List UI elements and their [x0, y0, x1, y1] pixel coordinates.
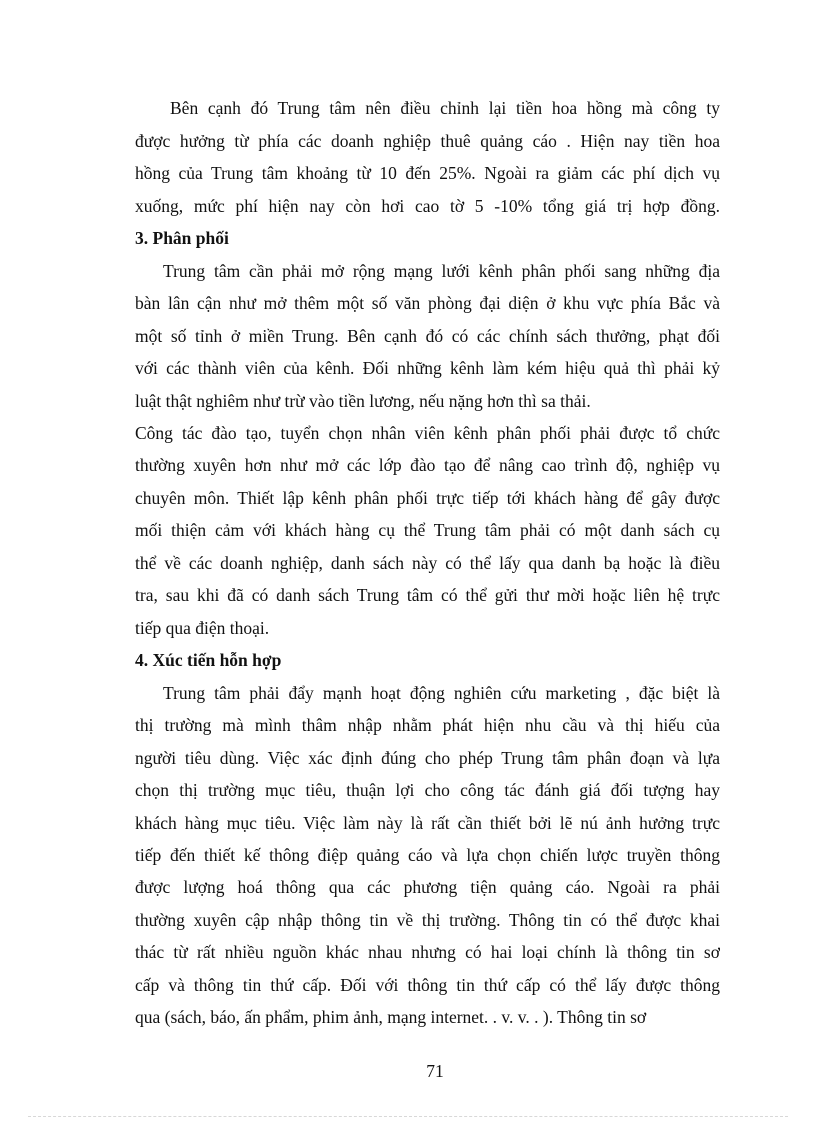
paragraph-promotion-line-9: thác từ rất nhiều nguồn khác nhau nhưng có hai loại chính là thông tin sơ: [135, 942, 720, 962]
paragraph-training-line-4: mối thiện cảm với khách hàng cụ thể Trung tâm phải có một danh sách cụ: [135, 520, 720, 540]
paragraph-training-line-2: thường xuyên hơn như mở các lớp đào tạo để nâng cao trình độ, nghiệp vụ: [135, 455, 720, 475]
paragraph-promotion-line-11: qua (sách, báo, ấn phẩm, phim ảnh, mạng internet. . v. v. . ). Thông tin sơ: [135, 1007, 647, 1027]
paragraph-training-line-1: Công tác đào tạo, tuyển chọn nhân viên kênh phân phối phải được tổ chức: [135, 423, 720, 443]
paragraph-distribution-line-3: một số tỉnh ở miền Trung. Bên cạnh đó có các chính sách thưởng, phạt đối: [135, 326, 720, 346]
paragraph-training-line-7: tiếp qua điện thoại.: [135, 618, 270, 638]
paragraph-distribution-line-1: Trung tâm cần phải mở rộng mạng lưới kênh phân phối sang những địa: [163, 261, 720, 281]
paragraph-training-line-3: chuyên môn. Thiết lập kênh phân phối trực tiếp tới khách hàng để gây được: [135, 488, 720, 508]
section-heading-distribution: 3. Phân phối: [135, 228, 229, 248]
paragraph-training-line-5: thể về các doanh nghiệp, danh sách này có thể lấy qua danh bạ hoặc là điều: [135, 553, 720, 573]
paragraph-commission-line-3: hồng của Trung tâm khoảng từ 10 đến 25%. Ngoài ra giảm các phí dịch vụ: [135, 163, 720, 183]
page-number: 71: [426, 1061, 444, 1081]
paragraph-commission-line-1: Bên cạnh đó Trung tâm nên điều chỉnh lại tiền hoa hồng mà công ty: [170, 98, 720, 118]
paragraph-distribution-line-5: luật thật nghiêm như trừ vào tiền lương, nếu nặng hơn thì sa thải.: [135, 391, 591, 411]
section-heading-promotion: 4. Xúc tiến hỗn hợp: [135, 650, 282, 670]
paragraph-training-line-6: tra, sau khi đã có danh sách Trung tâm có thể gửi thư mời hoặc liên hệ trực: [135, 585, 720, 605]
paragraph-distribution-line-4: với các thành viên của kênh. Đối những kênh làm kém hiệu quả thì phải kỷ: [135, 358, 720, 378]
paragraph-distribution-line-2: bàn lân cận như mở thêm một số văn phòng đại diện ở khu vực phía Bắc và: [135, 293, 720, 313]
paragraph-promotion-line-10: cấp và thông tin thứ cấp. Đối với thông tin thứ cấp có thể lấy được thông: [135, 975, 720, 995]
paragraph-promotion-line-3: người tiêu dùng. Việc xác định đúng cho phép Trung tâm phân đoạn và lựa: [135, 748, 720, 768]
paragraph-promotion-line-1: Trung tâm phải đẩy mạnh hoạt động nghiên cứu marketing , đặc biệt là: [163, 683, 720, 703]
paragraph-commission-line-2: được hưởng từ phía các doanh nghiệp thuê quảng cáo . Hiện nay tiền hoa: [135, 131, 720, 151]
page-bottom-divider: [28, 1116, 788, 1117]
paragraph-promotion-line-7: được lượng hoá thông qua các phương tiện quảng cáo. Ngoài ra phải: [135, 877, 720, 897]
paragraph-promotion-line-6: tiếp đến thiết kế thông điệp quảng cáo và lựa chọn chiến lược truyền thông: [135, 845, 720, 865]
paragraph-promotion-line-4: chọn thị trường mục tiêu, thuận lợi cho công tác đánh giá đối tượng hay: [135, 780, 720, 800]
paragraph-promotion-line-2: thị trường mà mình thâm nhập nhằm phát hiện nhu cầu và thị hiếu của: [135, 715, 720, 735]
paragraph-promotion-line-5: khách hàng mục tiêu. Việc làm này là rất cần thiết bởi lẽ nú ảnh hưởng trực: [135, 813, 720, 833]
paragraph-commission-line-4: xuống, mức phí hiện nay còn hơi cao tờ 5 -10% tổng giá trị hợp đồng.: [135, 196, 720, 216]
paragraph-promotion-line-8: thường xuyên cập nhập thông tin về thị trường. Thông tin có thể được khai: [135, 910, 720, 930]
